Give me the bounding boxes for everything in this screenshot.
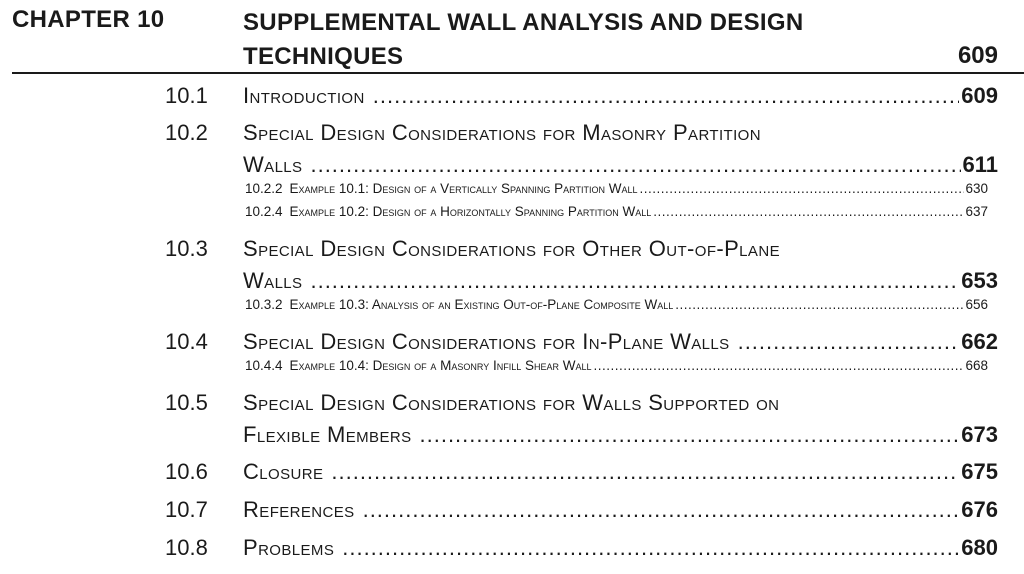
dot-leader — [653, 204, 964, 219]
section-number: 10.3 — [165, 236, 208, 261]
dot-leader — [593, 358, 964, 373]
page-number: 656 — [965, 297, 988, 312]
page-number: 662 — [961, 329, 998, 354]
section-title-line2: Walls — [243, 268, 303, 293]
dot-leader — [675, 297, 964, 312]
dot-leader — [420, 422, 960, 448]
page-number: 680 — [961, 535, 998, 560]
toc-entry-problems[interactable] — [243, 535, 998, 561]
section-number: 10.1 — [165, 83, 208, 108]
dot-leader — [363, 497, 960, 523]
section-number: 10.5 — [165, 390, 208, 415]
section-title-line1[interactable]: Special Design Considerations for Walls Supported on — [243, 390, 780, 415]
toc-entry-flexible-members[interactable] — [243, 422, 998, 448]
subsection-title: Example 10.2: Design of a Horizontally Spanning Partition Wall — [289, 204, 652, 219]
chapter-title-line1: SUPPLEMENTAL WALL ANALYSIS AND DESIGN — [243, 9, 804, 36]
page-number: 637 — [965, 204, 988, 219]
toc-entry-in-plane-walls[interactable] — [243, 329, 998, 355]
toc-entry-partition-walls[interactable] — [243, 152, 998, 178]
dot-leader — [373, 83, 960, 109]
section-title: Closure — [243, 459, 324, 484]
section-title: Problems — [243, 535, 335, 560]
section-title: References — [243, 497, 355, 522]
dot-leader — [310, 152, 960, 178]
section-number: 10.7 — [165, 497, 208, 522]
chapter-page-number: 609 — [957, 42, 998, 69]
section-number: 10.8 — [165, 535, 208, 560]
chapter-label: CHAPTER 10 — [12, 6, 165, 33]
dot-leader — [639, 181, 964, 196]
chapter-title-line2: TECHNIQUES — [243, 43, 404, 70]
page-number: 630 — [965, 181, 988, 196]
page-number: 653 — [961, 268, 998, 293]
section-title: Introduction — [243, 83, 365, 108]
section-title-line1[interactable]: Special Design Considerations for Other Out-of-Plane — [243, 236, 780, 261]
subsection-title: Example 10.4: Design of a Masonry Infill Shear Wall — [289, 358, 592, 373]
dot-leader — [310, 268, 959, 294]
page-number: 675 — [961, 459, 998, 484]
page-number: 611 — [962, 152, 998, 177]
page-number: 676 — [961, 497, 998, 522]
toc-subentry[interactable] — [245, 297, 988, 312]
chapter-divider — [12, 72, 1024, 74]
section-title-line2: Walls — [243, 152, 303, 177]
section-title-line2: Flexible Members — [243, 422, 412, 447]
dot-leader — [738, 329, 960, 355]
toc-entry-closure[interactable] — [243, 459, 998, 485]
section-number: 10.2 — [165, 120, 208, 145]
toc-entry-out-of-plane-walls[interactable] — [243, 268, 998, 294]
dot-leader — [342, 535, 959, 561]
page-number: 673 — [961, 422, 998, 447]
toc-subentry[interactable] — [245, 181, 988, 196]
subsection-title: Example 10.3: Analysis of an Existing Out-of-Plane Composite Wall — [289, 297, 674, 312]
subsection-number: 10.2.4 — [245, 204, 283, 219]
section-title: Special Design Considerations for In-Plane Walls — [243, 329, 730, 354]
subsection-number: 10.3.2 — [245, 297, 283, 312]
toc-subentry[interactable] — [245, 358, 988, 373]
subsection-title: Example 10.1: Design of a Vertically Spanning Partition Wall — [289, 181, 638, 196]
subsection-number: 10.2.2 — [245, 181, 283, 196]
section-number: 10.4 — [165, 329, 208, 354]
page-number: 609 — [961, 83, 998, 108]
chapter-title — [243, 6, 804, 74]
toc-subentry[interactable] — [245, 204, 988, 219]
toc-entry-introduction[interactable] — [243, 83, 998, 109]
page-number: 668 — [965, 358, 988, 373]
section-title-line1[interactable]: Special Design Considerations for Masonry Partition — [243, 120, 761, 145]
dot-leader — [331, 459, 959, 485]
subsection-number: 10.4.4 — [245, 358, 283, 373]
toc-entry-references[interactable] — [243, 497, 998, 523]
section-number: 10.6 — [165, 459, 208, 484]
